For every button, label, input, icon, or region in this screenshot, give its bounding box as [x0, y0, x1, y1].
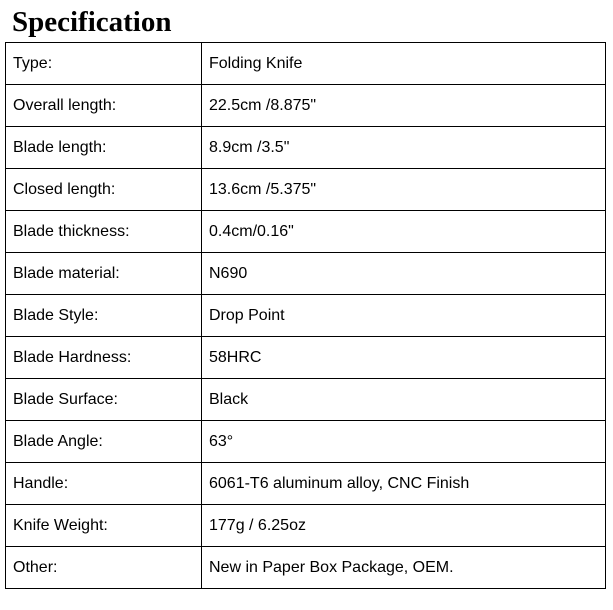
table-row	[6, 295, 606, 337]
spec-value: 63°	[202, 421, 606, 463]
spec-label: Blade material:	[6, 253, 202, 295]
table-row	[6, 85, 606, 127]
spec-label: Blade Hardness:	[6, 337, 202, 379]
spec-label: Overall length:	[6, 85, 202, 127]
spec-value: New in Paper Box Package, OEM.	[202, 547, 606, 589]
spec-value: Folding Knife	[202, 43, 606, 85]
spec-table	[5, 42, 606, 589]
table-row	[6, 421, 606, 463]
spec-value: 13.6cm /5.375"	[202, 169, 606, 211]
spec-value: 177g / 6.25oz	[202, 505, 606, 547]
spec-label: Closed length:	[6, 169, 202, 211]
spec-value: 58HRC	[202, 337, 606, 379]
table-row	[6, 337, 606, 379]
spec-label: Blade thickness:	[6, 211, 202, 253]
table-row	[6, 505, 606, 547]
spec-label: Type:	[6, 43, 202, 85]
table-row	[6, 127, 606, 169]
spec-label: Handle:	[6, 463, 202, 505]
spec-label: Blade Surface:	[6, 379, 202, 421]
spec-label: Knife Weight:	[6, 505, 202, 547]
table-row	[6, 43, 606, 85]
spec-label: Blade length:	[6, 127, 202, 169]
spec-value: 22.5cm /8.875"	[202, 85, 606, 127]
table-row	[6, 547, 606, 589]
spec-label: Other:	[6, 547, 202, 589]
table-row	[6, 169, 606, 211]
spec-label: Blade Style:	[6, 295, 202, 337]
spec-value: N690	[202, 253, 606, 295]
table-row	[6, 211, 606, 253]
spec-label: Blade Angle:	[6, 421, 202, 463]
table-row	[6, 463, 606, 505]
table-row	[6, 253, 606, 295]
spec-value: 8.9cm /3.5"	[202, 127, 606, 169]
table-row	[6, 379, 606, 421]
page-title: Specification	[12, 6, 172, 38]
spec-value: Drop Point	[202, 295, 606, 337]
spec-value: 0.4cm/0.16"	[202, 211, 606, 253]
spec-value: 6061-T6 aluminum alloy, CNC Finish	[202, 463, 606, 505]
spec-value: Black	[202, 379, 606, 421]
